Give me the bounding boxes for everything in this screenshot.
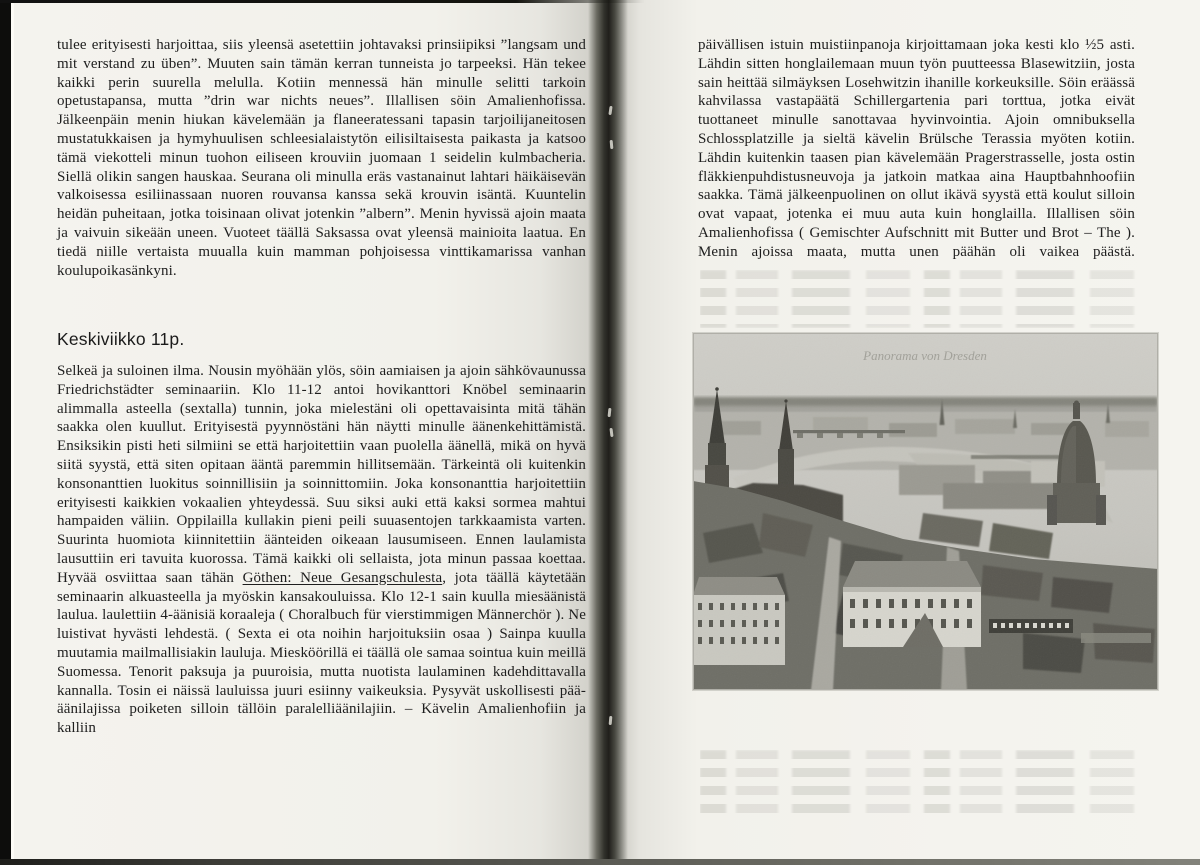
diary-paragraph: päivällisen istuin muistiinpanoja kirjoittamaan joka kesti klo ½5 asti. Lähdin sitten honglailemaan muun työn puutteessa Blasewitziin, josta sain heittää silmäyksen Losehwitzin ihanille korkeuksille. Söin eräässä kahvilassa vastapäätä Schillergartenia pari torttua, jotka eivät tuottaneet minulle sanottavaa hyvinvointia. Ajoin omnibuksella Schlossplatzille ja sieltä kävelin Brülsche Terassia myöten kotiin. Lähdin kuitenkin taasen pian kävelemään Pragerstrasselle, josta ostin fläkkienpuhdistusneuvoja ja jatkoin matkaa aina Hauptbahnhoofiin saakka. Tämä jälkeenpuolinen on ollut ikävä syystä että koulut silloin ovat vapaat, jotenka ei muu auta kuin honglailla. Illallisen söin Amalienhofissa ( Gemischter Aufschnitt mit Butter und Brot – The ). Menin ajoissa maata, mutta unen päähän oli vaikea päästä. (698, 37, 1135, 260)
bleed-through-text (700, 270, 1136, 328)
underlined-book-title: Göthen: Neue Gesangschulesta (242, 569, 443, 586)
left-page-text-column (57, 36, 586, 757)
paragraph-text: , jota täällä käytetään seminaarin alkuasteella ja myöskin kansakouluissa. Klo 12-1 sain kuulla miesäänistä laulua. laulettiin 4-äänisiä koraaleja ( Choralbuch für vierstimmigen Männerchör ). Ne luistivat hyvästi lehdestä. ( Sexta ei ota noihin harjoituksiin osaa ) Sainpa kuulla muutamia mailmallisiakin lauluja. Miesköörillä ei täällä ole samaa sointua kuin meillä Suomessa. Tenorit paksuja ja puuroisia, mutta nuotista laulaminen kadehdittavalla kannalla. Tosin ei näissä lauluissa juuri esiinny vaikeuksia. Pysyvät uskollisesti pää-äänilajissa poiketen silloin tällöin paralelliäänilajiin. – Kävelin Amalienhofiin ja kalliin (57, 569, 587, 737)
bleed-through-text (700, 750, 1136, 816)
scan-edge-top (0, 0, 645, 3)
diary-paragraph: tulee erityisesti harjoittaa, siis yleensä asetettiin johtavaksi prinsiipiksi ”langsam und mit verstand zu üben”. Muuten sain tämän kerran tunneista jo tarpeeksi. Hän tekee kaikki perin suurella melulla. Kotiin mennessä hän minulle selitti tarkoin opetustapansa, mutta ”drin war nichts neues”. Illallisen söin Amalienhofissa. Jälkeenpäin menin hiukan kävelemään ja flaneeratessani tapasin tarjoilijaneitosen mustatukkaisen ja hymyhuulisen schleesialaistytön eilisiltaisesta paikasta ja katsoo tämä viekotteli minun tuohon eiliseen krouviin juomaan 1 seidelin kulmbacheria. Siellä olikin sangen hauskaa. Seurana oli minulla eräs vastanainut lahtari häikäisevän valkoisessa esiliinassaan nuoren rouvansa kanssa sekä krouvin isäntä. Kuuntelin heidän puheitaan, jotka toisinaan olivat jotenkin ”albern”. Menin hyvissä ajoin maata ja vaivuin sikeään uneen. Vuoteet täällä Saksassa ovat yleensä mainioita laatua. En tiedä niille vertaista muualla kuin mamman pohjoisessa vinttikamarissa vanhan koulupoikasänkyni. (57, 37, 586, 279)
scan-edge-bottom (0, 859, 1200, 865)
photo-grain (693, 333, 1158, 690)
diary-paragraph (57, 362, 586, 757)
dresden-panorama-photo (693, 333, 1158, 690)
scan-page-edge-highlight (11, 0, 14, 865)
right-page-text-column (698, 36, 1135, 280)
photo-caption: Panorama von Dresden (863, 348, 987, 363)
dresden-panorama-illustration (693, 333, 1158, 690)
book-gutter (588, 0, 628, 865)
diary-date-heading: Keskiviikko 11p. (57, 329, 185, 350)
scan-edge-left (0, 0, 11, 865)
paragraph-text: Selkeä ja suloinen ilma. Nousin myöhään ylös, söin aamiaisen ja ajoin sähkövaunussa Friedrichstädter seminaariin. Klo 11-12 antoi hovikanttori Knöbel seminaarin alimmalla asteella (sextalla) tunnin, joka mielestäni oli opettavaisinta mitä tähän saakka olen kuullut. Erityisestä pyynnöstäni hän näytti minulle äänenkehittämistä. Ensiksikin pisti heti silmiini se että harjoitettiin vaan puolella äänellä, mikä on hyvä siitä syystä, että siten opitaan ääntä paremmin hillitsemään. Tärkeintä oli kuitenkin konsonanttien luokitus soinnillisiin ja soinnittomiin. Joka konsonanttia harjoitettiin erityisesti kaikkien vokaalien yhteydessä. Suu siksi auki että kaksi sormea mahtui hampaiden väliin. Oppilailla kullakin pieni peili suuasentojen tarkkaamista varten. Suurinta huomiota kiinnitettiin äänteiden oikeaan lausumiseen. Ennen laulamista lausuttiin eri tavuita kuorossa. Tämä kaikki oli sellaista, jota minun passaa koettaa. Hyvää osviittaa saan tähän (57, 362, 586, 586)
